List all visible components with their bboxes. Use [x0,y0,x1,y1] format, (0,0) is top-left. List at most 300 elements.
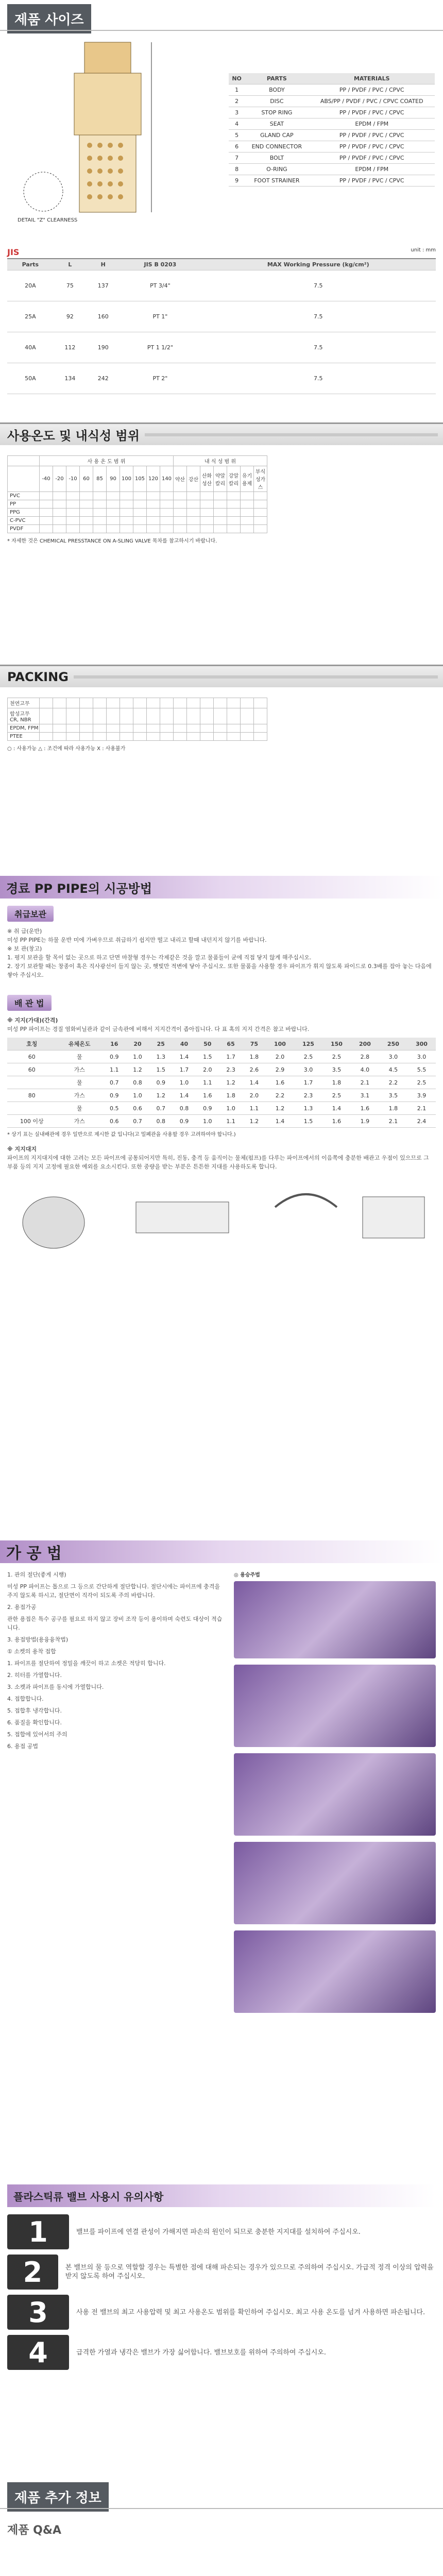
usage-cell [53,525,66,533]
usage-cell [200,492,214,500]
span-header: 200 [351,1038,379,1050]
construction-list [7,1570,224,2013]
parts-no: 3 [229,107,245,118]
usage-temp-col: 60 [80,466,93,492]
span-header: 50 [196,1038,219,1050]
construction-item: 1. 관의 절단(좋게 시행) [7,1571,66,1578]
spec-section [7,37,436,243]
jis-cell: 137 [87,270,120,301]
packing-cell [254,698,267,708]
usage-cell [40,509,53,517]
packing-cell [80,698,93,708]
usage-cell [147,492,160,500]
usage-cell [241,517,254,525]
jis-cell: 20A [7,270,54,301]
parts-material: ABS/PP / PVDF / PVC / CPVC COATED [309,96,435,107]
jis-row [7,332,436,363]
tips-title: 플라스틱류 밸브 사용시 유의사항 [7,2184,436,2207]
photo-label: ◎ 용승주법 [234,1572,260,1578]
packing-cell [53,724,66,733]
span-cell: 2.4 [407,1115,436,1128]
usage-temp-col: 100 [120,466,133,492]
parts-material: PP / PVDF / PVC / CPVC [309,130,435,141]
span-cell: 0.7 [126,1115,149,1128]
span-cell: 1.1 [103,1063,126,1076]
usage-cell [107,492,120,500]
span-cell: 60 [7,1063,56,1076]
construction-item: 5. 접합에 있어서의 주의 [7,1731,67,1738]
process-photo-3 [234,1842,436,1924]
packing-cell [147,733,160,741]
handling-item: 2. 장기 보관할 때는 창종이 혹은 직사광선이 들지 않는 곳, 햇빛만 적변에 닿아 주십시오. 또한 물품을 사용할 경우 파이프가 휘지 않도록 파이드로 0.3배를 잡아 놓는 다음에 쌓아 주십시오. [7,963,432,978]
fixing-title: ※ 지지대지 [7,1146,37,1153]
usage-cell [254,492,267,500]
usage-corr-col: 유기용제 [241,466,254,492]
usage-corr-col: 산화성산 [200,466,214,492]
usage-row [8,525,267,533]
usage-bar-line [145,433,438,436]
usage-cell [227,500,241,509]
usage-cell [80,525,93,533]
usage-cell [66,517,80,525]
packing-cell [200,733,214,741]
span-cell [7,1076,56,1089]
packing-cell [93,724,107,733]
usage-corr-header: 내 식 성 범 위 [174,456,267,466]
tip-text: 밸브를 파이프에 연결 관성이 가해지면 파손의 원인이 되므로 충분한 지지대를 설치하여 주십시오. [76,2228,361,2236]
usage-temp-col: 85 [93,466,107,492]
parts-material: EPDM / FPM [309,164,435,175]
usage-cell [147,525,160,533]
usage-cell [66,509,80,517]
packing-cell [120,733,133,741]
construction-section [0,1540,443,2020]
usage-cell [241,509,254,517]
span-cell: 3.5 [322,1063,351,1076]
usage-temp-col: -40 [40,466,53,492]
span-cell: 1.7 [219,1050,242,1063]
usage-material: PVDF [8,525,40,533]
usage-cell [214,509,227,517]
packing-cell [174,724,187,733]
tips-section [7,2184,436,2375]
packing-bar-line [74,675,438,679]
span-cell: 2.9 [266,1063,294,1076]
usage-cell [133,525,147,533]
span-row [7,1102,436,1115]
packing-cell [53,708,66,724]
jis-label: JIS [7,247,20,257]
packing-title-bar [0,665,443,687]
parts-row [229,84,435,96]
usage-temp-col: 140 [160,466,174,492]
span-cell: 0.6 [103,1115,126,1128]
product-size-title: 제품 사이즈 [7,4,91,33]
packing-cell [147,708,160,724]
tip-row [7,2255,436,2290]
usage-cell [200,525,214,533]
span-cell: 1.4 [243,1076,266,1089]
usage-cell [187,517,200,525]
jis-header: JIS B 0203 [120,259,200,270]
usage-cell [187,525,200,533]
usage-cell [40,492,53,500]
packing-cell [254,708,267,724]
usage-cell [187,500,200,509]
span-header: 65 [219,1038,242,1050]
handling-list [7,927,436,979]
usage-corr-col: 부식성가스 [254,466,267,492]
span-cell: 가스 [56,1063,103,1076]
usage-row [8,500,267,509]
usage-matrix [7,455,267,533]
usage-cell [66,525,80,533]
tip-number: 1 [7,2214,69,2249]
packing-cell [227,698,241,708]
span-cell: 1.2 [219,1076,242,1089]
construction-item: 6. 품질을 확인합니다. [7,1719,62,1726]
usage-cell [107,525,120,533]
usage-cell [80,509,93,517]
usage-cell [53,492,66,500]
usage-cell [40,525,53,533]
packing-legend: ○ : 사용가능 △ : 조건에 따라 사용가능 X : 사용불가 [7,746,126,752]
usage-cell [53,500,66,509]
parts-name: GLAND CAP [245,130,309,141]
parts-col-no: NO [229,73,245,84]
support-illustration [7,1176,435,1264]
span-cell: 0.8 [173,1102,196,1115]
parts-row [229,130,435,141]
span-header: 20 [126,1038,149,1050]
jis-cell: 7.5 [200,363,436,394]
packing-cell [241,708,254,724]
tip-text: 급격한 가열과 냉각은 밸브가 가장 싫어합니다. 밸브보호를 위하여 주의하여 주십시오. [76,2348,326,2357]
span-cell: 1.4 [322,1102,351,1115]
usage-title-bar [0,422,443,445]
jis-cell: 7.5 [200,332,436,363]
usage-cell [120,525,133,533]
packing-cell [160,698,174,708]
parts-no: 4 [229,118,245,130]
packing-cell [160,708,174,724]
parts-name: DISC [245,96,309,107]
usage-cell [227,492,241,500]
usage-row [8,509,267,517]
span-cell: 2.5 [322,1050,351,1063]
span-cell: 2.2 [266,1089,294,1102]
span-cell: 3.5 [379,1089,407,1102]
parts-no: 9 [229,175,245,187]
span-cell: 1.5 [149,1063,173,1076]
span-header: 300 [407,1038,436,1050]
usage-cell [93,492,107,500]
usage-cell [187,509,200,517]
span-cell: 1.8 [379,1102,407,1115]
packing-cell [53,698,66,708]
span-header: 75 [243,1038,266,1050]
usage-cell [200,509,214,517]
support-title: ※ 지지(가대)(간격) [7,1017,58,1024]
span-cell: 3.0 [294,1063,322,1076]
support-text: 미성 PP 파이프는 경질 염화비닐관과 같이 금속관에 비해서 지지간격이 좁아집니다. 다 표 혹의 지지 간격은 참고 바랍니다. [7,1026,310,1032]
usage-temp-col: 90 [107,466,120,492]
packing-cell [241,733,254,741]
usage-cell [107,500,120,509]
span-cell: 2.3 [294,1089,322,1102]
packing-cell [93,733,107,741]
construction-item: 4. 접합합니다. [7,1696,44,1702]
span-cell: 1.3 [294,1102,322,1115]
usage-cell [80,500,93,509]
usage-cell [241,492,254,500]
usage-cell [200,500,214,509]
usage-cell [254,500,267,509]
span-cell: 0.7 [103,1076,126,1089]
parts-row [229,152,435,164]
parts-table [229,73,435,187]
parts-no: 1 [229,84,245,96]
span-header: 호칭 [7,1038,56,1050]
usage-cell [174,525,187,533]
jis-cell: 75 [54,270,87,301]
tip-row [7,2335,436,2370]
parts-material: PP / PVDF / PVC / CPVC [309,175,435,187]
packing-cell [200,698,214,708]
jis-cell: 242 [87,363,120,394]
packing-cell [133,724,147,733]
usage-corner [8,456,40,466]
span-cell [7,1102,56,1115]
span-cell: 0.8 [126,1076,149,1089]
span-cell: 3.1 [351,1089,379,1102]
jis-cell: 7.5 [200,301,436,332]
packing-material: 합성고무 CR, NBR [8,708,40,724]
construction-item: 5. 접합후 냉각합니다. [7,1707,62,1714]
packing-cell [187,724,200,733]
valve-drawing [7,37,213,233]
usage-temp-header: 사 용 온 도 범 위 [40,456,174,466]
usage-cell [93,517,107,525]
packing-cell [200,708,214,724]
handling-item: 1. 평지 보관을 할 목이 없는 곳으로 하고 단면 마찰형 경우는 각제같은 것을 깔고 물품들이 균에 직접 닿지 않게 해주십시오. [7,954,312,961]
handling-item: 미성 PP PIPE는 하물 운반 미에 가벼우므로 취급하기 쉽지만 떨고 내리고 할때 내던지지 않기를 바랍니다. [7,937,267,943]
header-rule [0,30,443,31]
jis-cell: 134 [54,363,87,394]
parts-row [229,141,435,152]
jis-section [7,247,436,394]
usage-cell [254,509,267,517]
span-cell: 1.9 [351,1115,379,1128]
packing-cell [120,708,133,724]
packing-cell [120,698,133,708]
parts-material: EPDM / FPM [309,118,435,130]
packing-cell [241,698,254,708]
span-cell: 1.4 [266,1115,294,1128]
packing-cell [160,724,174,733]
span-cell: 3.0 [407,1050,436,1063]
usage-col-blank [8,466,40,492]
jis-cell: 7.5 [200,270,436,301]
usage-cell [241,500,254,509]
span-cell: 0.9 [196,1102,219,1115]
jis-row [7,363,436,394]
usage-cell [241,525,254,533]
packing-cell [40,733,53,741]
span-cell: 1.0 [219,1102,242,1115]
usage-cell [53,517,66,525]
parts-col-part: PARTS [245,73,309,84]
span-cell: 1.2 [149,1089,173,1102]
usage-section [0,422,443,547]
jis-cell: 92 [54,301,87,332]
packing-cell [66,724,80,733]
jis-cell: PT 1" [120,301,200,332]
tip-text: 본 밸브의 물 등으로 역할할 경우는 특별한 점에 대해 파손되는 경우가 있으므로 주의하여 주십시오. 가급적 정격 이상의 압력을 받지 않도록 하여 주십시오. [65,2264,434,2280]
packing-section [0,665,443,755]
packing-material: 천연고무 [8,698,40,708]
packing-cell [40,724,53,733]
span-cell: 가스 [56,1089,103,1102]
usage-cell [120,509,133,517]
usage-note: * 자세한 것은 CHEMICAL PRESSTANCE ON A-SLING VALVE 목차를 참고하시기 바랍니다. [7,538,217,544]
usage-cell [200,517,214,525]
packing-cell [133,698,147,708]
span-cell: 1.0 [196,1115,219,1128]
span-cell: 1.4 [173,1089,196,1102]
span-cell: 1.5 [294,1115,322,1128]
packing-cell [187,698,200,708]
parts-material: PP / PVDF / PVC / CPVC [309,141,435,152]
usage-corr-col: 강산 [187,466,200,492]
span-cell: 물 [56,1102,103,1115]
detail-label: DETAIL "Z" CLEARNESS [18,217,78,223]
span-row [7,1063,436,1076]
parts-row [229,96,435,107]
construction-item: 관한 용접은 특수 공구를 필요로 하지 않고 장비 조작 등이 용이하며 숙련도 대상이 적습니다. [7,1616,223,1631]
usage-cell [227,525,241,533]
span-cell: 1.0 [126,1089,149,1102]
span-cell: 80 [7,1089,56,1102]
span-cell: 3.9 [407,1089,436,1102]
handling-item: ※ 보 관(창고) [7,945,42,952]
packing-row [8,733,267,741]
usage-cell [254,517,267,525]
construction-item: 미성 PP 파이프는 톱으로 그 등으로 간단하게 절단합니다. 절단시에는 파이프에 충격을 주지 않도록 하시고, 절단면이 직각이 되도록 주의 바랍니다. [7,1583,220,1599]
usage-cell [93,509,107,517]
packing-cell [174,698,187,708]
product-size-header [0,0,443,33]
usage-cell [174,517,187,525]
parts-no: 7 [229,152,245,164]
usage-cell [133,500,147,509]
jis-cell: 160 [87,301,120,332]
jis-cell: 25A [7,301,54,332]
jis-cell: PT 2" [120,363,200,394]
span-header: 40 [173,1038,196,1050]
parts-name: END CONNECTOR [245,141,309,152]
usage-cell [40,517,53,525]
span-cell: 0.9 [149,1076,173,1089]
jis-cell: 40A [7,332,54,363]
packing-cell [40,698,53,708]
span-cell: 1.8 [322,1076,351,1089]
usage-cell [93,500,107,509]
span-cell: 2.0 [266,1050,294,1063]
span-cell: 1.1 [243,1102,266,1115]
usage-cell [160,509,174,517]
usage-cell [66,500,80,509]
span-cell: 2.0 [243,1089,266,1102]
packing-cell [120,724,133,733]
span-cell: 2.3 [219,1063,242,1076]
packing-title: PACKING [7,669,69,684]
packing-cell [241,724,254,733]
extra-info-section [0,2478,443,2548]
usage-cell [214,500,227,509]
jis-header: L [54,259,87,270]
span-cell: 1.2 [126,1063,149,1076]
piping-pill: 배 관 법 [7,995,52,1011]
process-photo-1 [234,1665,436,1747]
parts-name: BOLT [245,152,309,164]
pipe-title: 경료 PP PIPE의 시공방법 [0,876,443,899]
span-cell: 2.5 [407,1076,436,1089]
parts-name: STOP RING [245,107,309,118]
span-note: * 상기 표는 실내배관에 경우 일반으로 제시한 값 입니다(고 밀폐관을 사용할 경우 고려하여야 합니다.) [7,1132,236,1138]
span-cell: 0.5 [103,1102,126,1115]
packing-row [8,708,267,724]
span-cell: 1.7 [294,1076,322,1089]
jis-header: Parts [7,259,54,270]
usage-cell [147,509,160,517]
packing-cell [174,708,187,724]
usage-cell [227,517,241,525]
qa-title: 제품 Q&A [7,2524,62,2537]
usage-cell [66,492,80,500]
packing-row [8,698,267,708]
parts-row [229,107,435,118]
usage-cell [133,492,147,500]
parts-row [229,175,435,187]
fixing-text: 파이프의 지지대지에 대한 고려는 모든 파이프에 공통되어지만 특히, 진동, 충격 등 움직이는 물체(펌프)를 다루는 파이프에서의 이음쪽에 충분한 배관고 우점이 있으므로 그 부품 등의 지지 고정에 필요한 예외를 요소시킨다. 또한 중량을 받는 부분은 튼튼한 지대를 사용하도록 합니다. [7,1155,429,1170]
packing-cell [53,733,66,741]
packing-cell [214,724,227,733]
construction-item: 1. 파이프를 절단하여 정밀을 깨끗이 하고 소켓은 적당히 합니다. [7,1660,166,1667]
process-photo-2 [234,1753,436,1836]
span-cell: 2.2 [379,1076,407,1089]
pipe-section [0,876,443,1273]
jis-cell: 50A [7,363,54,394]
packing-row [8,724,267,733]
usage-row [8,517,267,525]
jis-row [7,270,436,301]
packing-cell [200,724,214,733]
span-row [7,1089,436,1102]
usage-title: 사용온도 및 내식성 범위 [7,429,140,443]
jis-table [7,259,436,394]
span-cell: 2.1 [379,1115,407,1128]
packing-cell [254,724,267,733]
span-cell: 0.9 [173,1115,196,1128]
packing-cell [254,733,267,741]
usage-cell [147,517,160,525]
packing-cell [66,733,80,741]
tip-text: 사용 전 밸브의 최고 사용압력 및 최고 사용온도 범위를 확인하여 주십시오. 최고 사용 온도를 넘겨 사용하면 파손됩니다. [76,2308,425,2316]
packing-cell [227,708,241,724]
usage-material: PP [8,500,40,509]
span-header: 250 [379,1038,407,1050]
